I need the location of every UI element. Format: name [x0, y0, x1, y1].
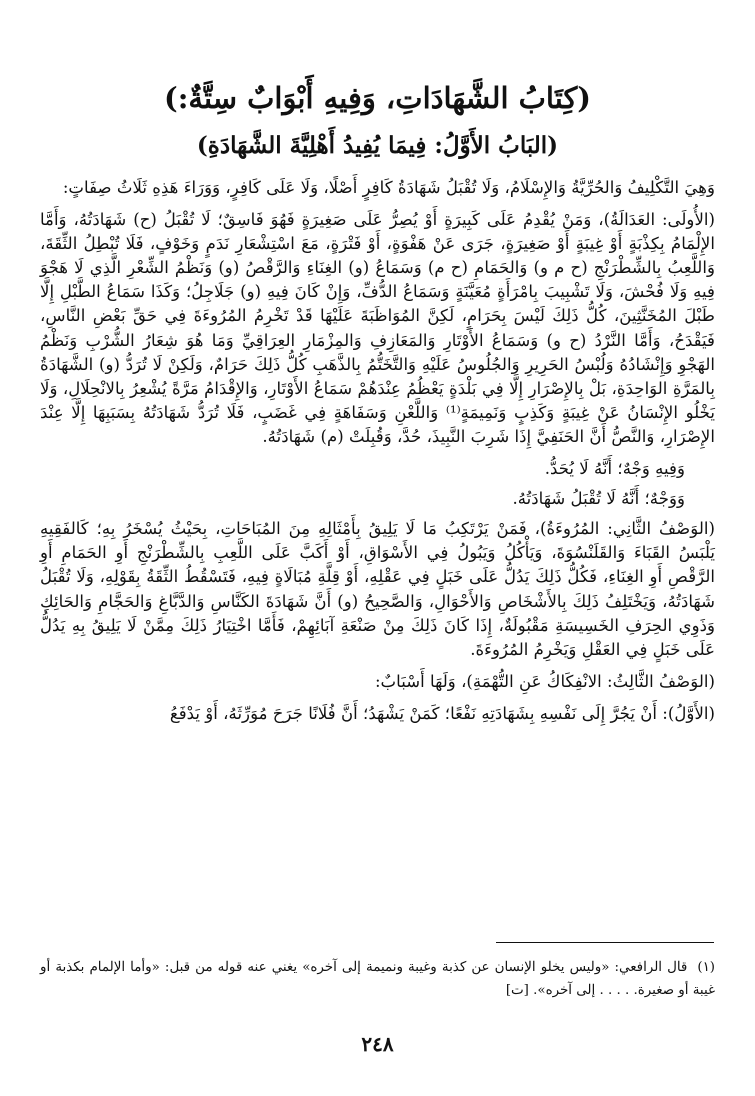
main-text: [40, 176, 715, 726]
page-title: (كِتَابُ الشَّهَادَاتِ، وَفِيهِ أَبْوَابٌ سِتَّةٌ:): [163, 81, 592, 115]
footnote-divider: [496, 942, 714, 943]
page-number: ٢٤٨: [361, 1032, 394, 1056]
paragraph-first-quality: (الأُولَى: العَدَالَةُ)، وَمَنْ يُقْدِمُ عَلَى كَبِيرَةٍ أَوْ يُصِرُّ عَلَى صَغِيرَةٍ فَهُوَ فَاسِقٌ؛ لَا تُقْبَلُ (ح) شَهَادَتُهُ، وَأَمَّا الإِلْمَامُ بِكِذْبَةٍ أَوْ غِيبَةٍ أَوْ صَغِيرَةٍ، جَرَى عَنْ هَفْوَةٍ، أَوْ فَتْرَةٍ، مَعَ اسْتِشْعَارِ نَدَمٍ وَخَوْفٍ، فَلَا تُبْطِلُ الثِّقَةَ، وَاللَّعِبُ بِالشِّطْرَنْجِ (ح م و) وَالحَمَامِ (ح م) وَسَمَاعُ (و) الغِنَاءِ وَالرَّقْصُ (و) وَنَظْمُ الشِّعْرِ الَّذِي لَا هَجْوَ فِيهِ وَلَا فُحْشَ، وَلَا تَشْبِيبَ بِامْرَأَةٍ مُعَيَّنَةٍ وَسَمَاعُ الدُّفِّ، وَإِنْ كَانَ فِيهِ (و) جَلَاجِلُ؛ وَكَذَا سَمَاعُ الطَّبْلِ إِلَّا طَبْلَ المُخَنَّثِينَ، كُلُّ ذَلِكَ لَيْسَ بِحَرَامٍ، لَكِنَّ المُوَاظَبَةَ عَلَيْهَا قَدْ تَخْرِمُ المُرُوءَةَ فِي حَقِّ بَعْضِ النَّاسِ، فَيَقْدَحُ، وَأَمَّا النَّرْدُ (ح و) وَسَمَاعُ الأَوْتَارِ وَالمَعَازِفِ وَالمِزْمَارِ العِرَاقِيِّ وَمَا هُوَ شِعَارُ الشُّرْبِ وَنَظْمُ الهَجْوِ وَإِنْشَادُهُ وَلُبْسُ الحَرِيرِ وَالجُلُوسُ عَلَيْهِ وَالتَّخَتُّمُ بِالذَّهَبِ كُلُّ ذَلِكَ حَرَامٌ، وَلَكِنْ لَا تُرَدُّ (و) الشَّهَادَةُ بِالمَرَّةِ الوَاحِدَةِ، بَلْ بِالإِصْرَارِ إِلَّا فِي بَلْدَةٍ يَعْظُمُ عِنْدَهُمْ سَمَاعُ الأَوْتَارِ، وَالإِقْدَامُ مَرَّةً يُشْعِرُ بِالانْحِلَالِ، وَلَا يَخْلُو الإِنْسَانُ عَنْ غِيبَةٍ وَكَذِبٍ وَنَمِيمَةٍ⁽¹⁾ وَاللَّعْنِ وَسَفَاهَةٍ فِي غَضَبٍ، فَلَا تُرَدُّ شَهَادَتُهُ بِسَبَبِهَا إِلَّا عِنْدَ الإِصْرَارِ، وَالنَّصُّ أَنَّ الحَنَفِيَّ إِذَا شَرِبَ النَّبِيذَ، حُدَّ، وَقُبِلَتْ (م) شَهَادَتُهُ.: [40, 210, 715, 446]
chapter-subtitle: (البَابُ الأَوَّلُ: فِيمَا يُفِيدُ أَهْلِيَّةَ الشَّهَادَةِ): [196, 132, 559, 159]
paragraph-third-quality: (الوَصْفُ الثَّالِثُ: الانْفِكَاكُ عَنِ التُّهْمَةِ)، وَلَهَا أَسْبَابٌ:: [374, 671, 715, 691]
footnote: [40, 956, 715, 1002]
paragraph-second-quality: (الوَصْفُ الثَّانِي: المُرُوءَةُ)، فَمَنْ يَرْتَكِبُ مَا لَا يَلِيقُ بِأَمْثَالِهِ مِنَ المُبَاحَاتِ، بِحَيْثُ يُسْخَرُ بِهِ؛ كَالفَقِيهِ يَلْبَسُ القَبَاءَ وَالقَلَنْسُوَةَ، وَيَأْكُلُ وَيَبُولُ فِي الأَسْوَاقِ، أَوْ أَكَبَّ عَلَى اللَّعِبِ بِالشِّطْرَنْجِ أَوِ الحَمَامِ أَوِ الرَّقْصِ أَوِ الغِنَاءِ، فَكُلُّ ذَلِكَ يَدُلُّ عَلَى خَبَلٍ فِي عَقْلِهِ، أَوْ قِلَّةِ مُبَالَاةٍ فِيهِ، فَتَسْقُطُ الثِّقَةُ بِقَوْلِهِ، وَلَا تُقْبَلُ شَهَادَتُهُ، وَيَخْتَلِفُ ذَلِكَ بِالأَشْخَاصِ وَالأَحْوَالِ، وَالصَّحِيحُ (و) أَنَّ شَهَادَةَ الكَنَّاسِ وَالدَّبَّاغِ وَالحَجَّامِ وَالحَائِكِ وَذَوِي الحِرَفِ الخَسِيسَةِ مَقْبُولَةٌ، إِذَا كَانَ ذَلِكَ مِنْ صَنْعَةِ آبَائِهِمْ، فَأَمَّا اخْتِيَارُ ذَلِكَ مِمَّنْ لَا يَلِيقُ بِهِ يَدُلُّ عَلَى خَبَلٍ فِي العَقْلِ وَيَخْرِمُ المُرُوءَةَ.: [40, 519, 716, 659]
footnote-number: (١): [697, 960, 715, 975]
footnote-text: قال الرافعي: «وليس يخلو الإنسان عن كذبة وغيبة ونميمة إلى آخره» يغني عنه قوله من قبل: «وأما الإلمام بكذبة أو غيبة أو صغيرة. . . . . إلى آخره». [ت]: [40, 960, 715, 998]
paragraph-first-cause: (الأَوَّلُ): أَنْ يَجُرَّ إِلَى نَفْسِهِ بِشَهَادَتِهِ نَفْعًا؛ كَمَنْ يَشْهَدُ؛ أَنَّ فُلَانًا جَرَحَ مُوَرِّثَهُ، أَوْ يَدْفَعُ: [169, 703, 715, 723]
paragraph-opinion-one: وَفِيهِ وَجْهٌ؛ أَنَّهُ لَا يُحَدُّ.: [544, 459, 685, 479]
paragraph-opinion-two: وَوَجْهٌ؛ أَنَّهُ لَا تُقْبَلُ شَهَادَتُهُ.: [512, 489, 685, 509]
paragraph-intro: وَهِيَ التَّكْلِيفُ وَالحُرِّيَّةُ وَالإِسْلَامُ، وَلَا تُقْبَلُ شَهَادَةُ كَافِرٍ أَصْلًا، وَلَا عَلَى كَافِرٍ، وَوَرَاءَ هَذِهِ ثَلَاثُ صِفَاتٍ:: [62, 178, 715, 197]
